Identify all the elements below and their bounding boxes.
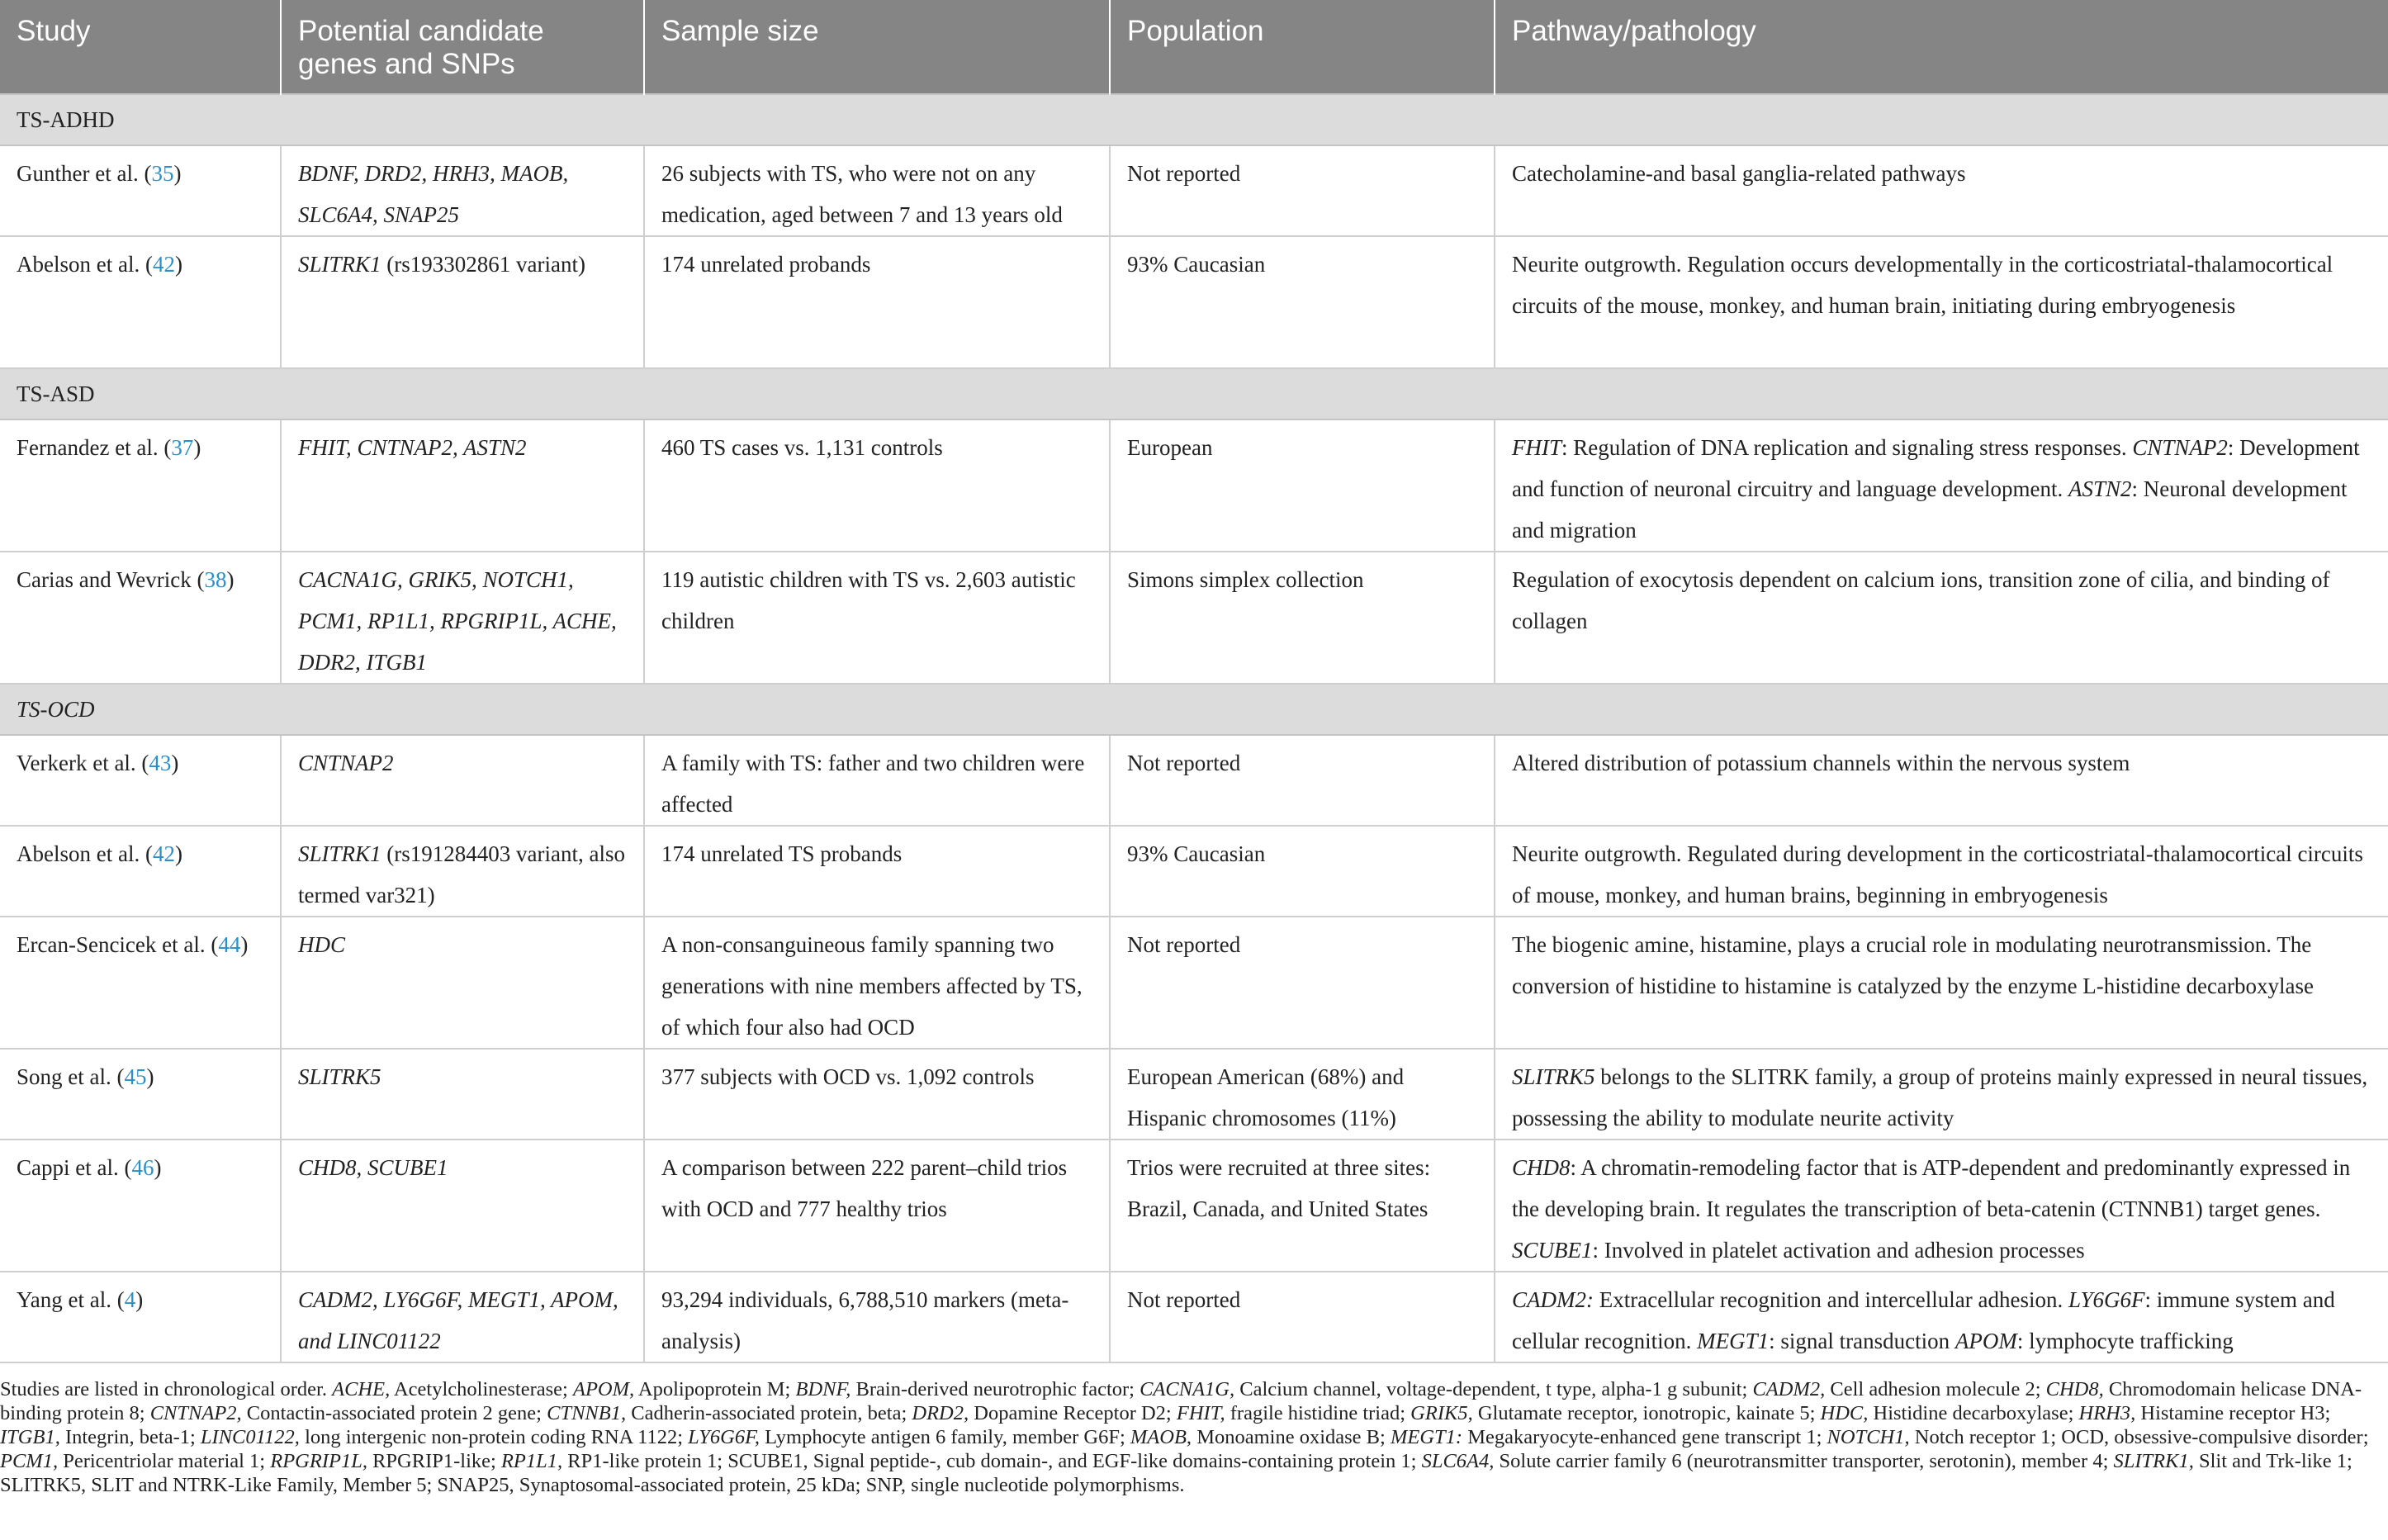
footnote-text: fragile histidine triad; — [1225, 1402, 1411, 1424]
pathway-cell — [1495, 1140, 2388, 1272]
study-name: Song et al. ( — [17, 1064, 125, 1089]
population-cell: European American (68%) and Hispanic chromosomes (11%) — [1110, 1049, 1495, 1140]
reference-link[interactable]: 35 — [151, 161, 174, 186]
header-study: Study — [0, 0, 281, 94]
genes-cell — [281, 735, 644, 826]
footnote-text: RP1-like protein 1; SCUBE1, Signal peptide-, cub domain-, and EGF-like domains-containing protein 1; — [562, 1450, 1422, 1472]
reference-link[interactable]: 42 — [152, 252, 175, 277]
study-cell — [0, 552, 281, 684]
pathway-text: FHIT — [1512, 435, 1561, 460]
study-name: Yang et al. ( — [17, 1287, 125, 1312]
study-cell — [0, 917, 281, 1049]
footnote-text: MAOB, — [1130, 1426, 1192, 1448]
study-name: Cappi et al. ( — [17, 1155, 132, 1180]
study-close: ) — [174, 252, 182, 277]
gene-note: and LINC01122 — [298, 1329, 441, 1353]
section-header — [0, 684, 2388, 735]
gene-list: FHIT, CNTNAP2, ASTN2 — [298, 435, 527, 460]
gene-list: CHD8, SCUBE1 — [298, 1155, 448, 1180]
gene-list: SLITRK1 — [298, 841, 381, 866]
pathway-text: : immune system and cellular recognition. — [1512, 1287, 2335, 1353]
pathway-cell — [1495, 236, 2388, 368]
footnote-text: LINC01122, — [200, 1426, 300, 1448]
footnote-text: Contactin-associated protein 2 gene; — [241, 1402, 547, 1424]
footnote-text: MEGT1: — [1390, 1426, 1463, 1448]
study-close: ) — [171, 751, 179, 775]
table-row — [0, 826, 2388, 917]
pathway-cell — [1495, 419, 2388, 552]
header-sample-size: Sample size — [644, 0, 1110, 94]
pathway-cell — [1495, 735, 2388, 826]
pathway-text: : A chromatin-remodeling factor that is ATP-dependent and predominantly expressed in the developing brain. It regulates the transcription of beta-catenin (CTNNB1) target genes. — [1512, 1155, 2351, 1221]
gene-list: BDNF, DRD2, HRH3, MAOB, SLC6A4, SNAP25 — [298, 161, 569, 227]
footnote-text: CADM2, — [1752, 1378, 1826, 1400]
pathway-cell — [1495, 552, 2388, 684]
table-body — [0, 94, 2388, 1362]
pathway-text: : Involved in platelet activation and adhesion processes — [1592, 1238, 2085, 1263]
footnote-text: Brain-derived neurotrophic factor; — [850, 1378, 1140, 1400]
pathway-text: APOM — [1954, 1329, 2017, 1353]
footnote-text: Histamine receptor H3; — [2135, 1402, 2331, 1424]
genes-cell — [281, 552, 644, 684]
header-genes: Potential candidate genes and SNPs — [281, 0, 644, 94]
population-cell: European — [1110, 419, 1495, 552]
study-close: ) — [154, 1155, 162, 1180]
sample-size-cell: 377 subjects with OCD vs. 1,092 controls — [644, 1049, 1110, 1140]
footnote-text: Monoamine oxidase B; — [1192, 1426, 1391, 1448]
study-cell — [0, 1049, 281, 1140]
footnote-text: Slit and Trk-like 1; SLITRK5, SLIT and NTRK-Like Family, Member 5; SNAP25, Synaptosomal-associated protein, 25 kDa; SNP, single nucleotide polymorphisms. — [0, 1450, 2352, 1496]
footnote-text: SLC6A4, — [1421, 1450, 1495, 1472]
footnote-text: Apolipoprotein M; — [634, 1378, 796, 1400]
pathway-text: Extracellular recognition and intercellular adhesion. — [1593, 1287, 2068, 1312]
footnote-text: Lymphocyte antigen 6 family, member G6F; — [760, 1426, 1130, 1448]
reference-link[interactable]: 44 — [218, 932, 241, 957]
footnote-text: CTNNB1, — [547, 1402, 627, 1424]
pathway-text: Regulation of exocytosis dependent on calcium ions, transition zone of cilia, and binding of collagen — [1512, 567, 2330, 633]
table-header — [0, 0, 2388, 94]
pathway-text: CADM2: — [1512, 1287, 1594, 1312]
pathway-text: : Regulation of DNA replication and signaling stress responses. — [1561, 435, 2133, 460]
gene-list: CNTNAP2 — [298, 751, 394, 775]
sample-size-cell: 460 TS cases vs. 1,131 controls — [644, 419, 1110, 552]
footnote-text: RPGRIP1L, — [270, 1450, 367, 1472]
reference-link[interactable]: 46 — [131, 1155, 154, 1180]
footnote-text: Acetylcholinesterase; — [390, 1378, 573, 1400]
footnote-text: CNTNAP2, — [149, 1402, 242, 1424]
footnote-text: Notch receptor 1; OCD, obsessive-compulsive disorder; — [1909, 1426, 2369, 1448]
footnote-text: Cadherin-associated protein, beta; — [626, 1402, 912, 1424]
pathway-text: CNTNAP2 — [2132, 435, 2228, 460]
study-name: Carias and Wevrick ( — [17, 567, 205, 592]
study-close: ) — [193, 435, 201, 460]
study-close: ) — [135, 1287, 144, 1312]
reference-link[interactable]: 43 — [149, 751, 172, 775]
table-row — [0, 917, 2388, 1049]
section-header — [0, 368, 2388, 419]
footnote-text: Histidine decarboxylase; — [1868, 1402, 2079, 1424]
sample-size-cell: A family with TS: father and two children were affected — [644, 735, 1110, 826]
study-name: Fernandez et al. ( — [17, 435, 172, 460]
study-cell — [0, 735, 281, 826]
gene-list: SLITRK5 — [298, 1064, 381, 1089]
table-row — [0, 552, 2388, 684]
footnote-text: Megakaryocyte-enhanced gene transcript 1; — [1462, 1426, 1827, 1448]
pathway-text: Neurite outgrowth. Regulation occurs developmentally in the corticostriatal-thalamocortical circuits of the mouse, monkey, and human brain, initiating during embryogenesis — [1512, 252, 2334, 318]
genes-cell — [281, 1272, 644, 1362]
gene-note: (rs193302861 variant) — [381, 252, 585, 277]
gene-list: HDC — [298, 932, 346, 957]
population-cell: Not reported — [1110, 1272, 1495, 1362]
study-cell — [0, 236, 281, 368]
study-name: Ercan-Sencicek et al. ( — [17, 932, 219, 957]
footnote-text: PCM1, — [0, 1450, 59, 1472]
footnote-text: NOTCH1, — [1827, 1426, 1910, 1448]
pathway-text: Neurite outgrowth. Regulated during development in the corticostriatal-thalamocortical circuits of mouse, monkey, and human brains, beginning in embryogenesis — [1512, 841, 2363, 907]
footnote-text: SLITRK1, — [2113, 1450, 2194, 1472]
study-cell — [0, 1272, 281, 1362]
footnote-text: long intergenic non-protein coding RNA 1122; — [299, 1426, 689, 1448]
sample-size-cell: 119 autistic children with TS vs. 2,603 autistic children — [644, 552, 1110, 684]
footnote-text: BDNF, — [795, 1378, 851, 1400]
section-title: TS-OCD — [0, 684, 2388, 735]
study-name: Verkerk et al. ( — [17, 751, 149, 775]
study-cell — [0, 145, 281, 236]
study-name: Gunther et al. ( — [17, 161, 152, 186]
pathway-cell — [1495, 826, 2388, 917]
footnote-text: HDC, — [1820, 1402, 1869, 1424]
footnote-text: RPGRIP1-like; — [367, 1450, 501, 1472]
footnote-text: Cell adhesion molecule 2; — [1825, 1378, 2046, 1400]
pathway-text: MEGT1 — [1697, 1329, 1770, 1353]
header-population: Population — [1110, 0, 1495, 94]
population-cell: Not reported — [1110, 917, 1495, 1049]
study-cell — [0, 419, 281, 552]
footnote-text: ITGB1, — [0, 1426, 60, 1448]
footnote-text: HRH3, — [2078, 1402, 2136, 1424]
table-row — [0, 735, 2388, 826]
pathway-text: CHD8 — [1512, 1155, 1571, 1180]
footnote-text: LY6G6F, — [688, 1426, 760, 1448]
sample-size-cell: 93,294 individuals, 6,788,510 markers (meta-analysis) — [644, 1272, 1110, 1362]
study-close: ) — [226, 567, 235, 592]
study-cell — [0, 826, 281, 917]
genes-cell — [281, 917, 644, 1049]
gene-list: SLITRK1 — [298, 252, 381, 277]
pathway-text: : Development and function of neuronal circuitry and language development. — [1512, 435, 2360, 501]
footnote-text: Solute carrier family 6 (neurotransmitter transporter, serotonin), member 4; — [1494, 1450, 2114, 1472]
pathway-cell — [1495, 1049, 2388, 1140]
genes-cell — [281, 419, 644, 552]
pathway-text: LY6G6F — [2068, 1287, 2145, 1312]
footnote-text: Pericentriolar material 1; — [58, 1450, 271, 1472]
population-cell: Simons simplex collection — [1110, 552, 1495, 684]
sample-size-cell: 174 unrelated probands — [644, 236, 1110, 368]
table-row — [0, 1049, 2388, 1140]
table-row — [0, 1272, 2388, 1362]
population-cell: 93% Caucasian — [1110, 236, 1495, 368]
footnote-text: Chromodomain helicase DNA-binding protein 8; — [0, 1378, 2362, 1424]
footnote-text: RP1L1, — [500, 1450, 563, 1472]
study-close: ) — [174, 841, 182, 866]
footnote-text: CACNA1G, — [1140, 1378, 1235, 1400]
reference-link[interactable]: 37 — [171, 435, 194, 460]
table-row — [0, 236, 2388, 368]
genes-cell — [281, 236, 644, 368]
study-name: Abelson et al. ( — [17, 841, 153, 866]
sample-size-cell: A non-consanguineous family spanning two generations with nine members affected by TS, of which four also had OCD — [644, 917, 1110, 1049]
gene-list: CADM2, LY6G6F, MEGT1, APOM, — [298, 1287, 618, 1312]
genes-cell — [281, 1049, 644, 1140]
study-close: ) — [146, 1064, 154, 1089]
population-cell: Trios were recruited at three sites: Brazil, Canada, and United States — [1110, 1140, 1495, 1272]
footnote-text: FHIT, — [1176, 1402, 1225, 1424]
pathway-cell — [1495, 917, 2388, 1049]
footnote-text: Dopamine Receptor D2; — [969, 1402, 1177, 1424]
sample-size-cell: A comparison between 222 parent–child trios with OCD and 777 healthy trios — [644, 1140, 1110, 1272]
study-name: Abelson et al. ( — [17, 252, 153, 277]
section-header — [0, 94, 2388, 145]
sample-size-cell: 174 unrelated TS probands — [644, 826, 1110, 917]
section-title: TS-ASD — [0, 368, 2388, 419]
footnote-text: Glutamate receptor, ionotropic, kainate 5; — [1472, 1402, 1821, 1424]
pathway-text: : Neuronal development and migration — [1512, 476, 2348, 543]
genes-cell — [281, 826, 644, 917]
genes-cell — [281, 1140, 644, 1272]
footnote-text: GRIK5, — [1410, 1402, 1473, 1424]
footnote-text: ACHE, — [332, 1378, 391, 1400]
sample-size-cell: 26 subjects with TS, who were not on any medication, aged between 7 and 13 years old — [644, 145, 1110, 236]
reference-link[interactable]: 4 — [124, 1287, 136, 1312]
footnote-text: Integrin, beta-1; — [59, 1426, 201, 1448]
pathway-cell — [1495, 145, 2388, 236]
header-pathway: Pathway/pathology — [1495, 0, 2388, 94]
pathway-text: SCUBE1 — [1512, 1238, 1593, 1263]
reference-link[interactable]: 45 — [124, 1064, 147, 1089]
population-cell: Not reported — [1110, 145, 1495, 236]
reference-link[interactable]: 42 — [152, 841, 175, 866]
table-row — [0, 1140, 2388, 1272]
footnote-text: Calcium channel, voltage-dependent, t type, alpha-1 g subunit; — [1234, 1378, 1753, 1400]
footnote-text: DRD2, — [912, 1402, 969, 1424]
pathway-text: belongs to the SLITRK family, a group of proteins mainly expressed in neural tissues, possessing the ability to modulate neurite activity — [1512, 1064, 2368, 1130]
gene-note: (rs191284403 variant, also termed var321) — [298, 841, 625, 907]
pathway-text: SLITRK5 — [1512, 1064, 1595, 1089]
population-cell: Not reported — [1110, 735, 1495, 826]
gene-list: CACNA1G, GRIK5, NOTCH1, PCM1, RP1L1, RPGRIP1L, ACHE, DDR2, ITGB1 — [298, 567, 617, 675]
pathway-text: Altered distribution of potassium channels within the nervous system — [1512, 751, 2130, 775]
study-close: ) — [173, 161, 182, 186]
pathway-text: : signal transduction — [1769, 1329, 1955, 1353]
pathway-text: : lymphocyte trafficking — [2016, 1329, 2234, 1353]
study-close: ) — [240, 932, 249, 957]
footnote-text: Studies are listed in chronological order. — [0, 1378, 333, 1400]
footnote-text: CHD8, — [2045, 1378, 2104, 1400]
footnote-text: APOM, — [572, 1378, 635, 1400]
pathway-cell — [1495, 1272, 2388, 1362]
pathway-text: ASTN2 — [2068, 476, 2132, 501]
study-cell — [0, 1140, 281, 1272]
table-row — [0, 419, 2388, 552]
pathway-text: The biogenic amine, histamine, plays a crucial role in modulating neurotransmission. The conversion of histidine to histamine is catalyzed by the enzyme L-histidine decarboxylase — [1512, 932, 2314, 998]
pathway-text: Catecholamine-and basal ganglia-related pathways — [1512, 161, 1966, 186]
reference-link[interactable]: 38 — [204, 567, 227, 592]
genes-cell — [281, 145, 644, 236]
table-row — [0, 145, 2388, 236]
section-title: TS-ADHD — [0, 94, 2388, 145]
table-footnote — [0, 1377, 2375, 1497]
population-cell: 93% Caucasian — [1110, 826, 1495, 917]
